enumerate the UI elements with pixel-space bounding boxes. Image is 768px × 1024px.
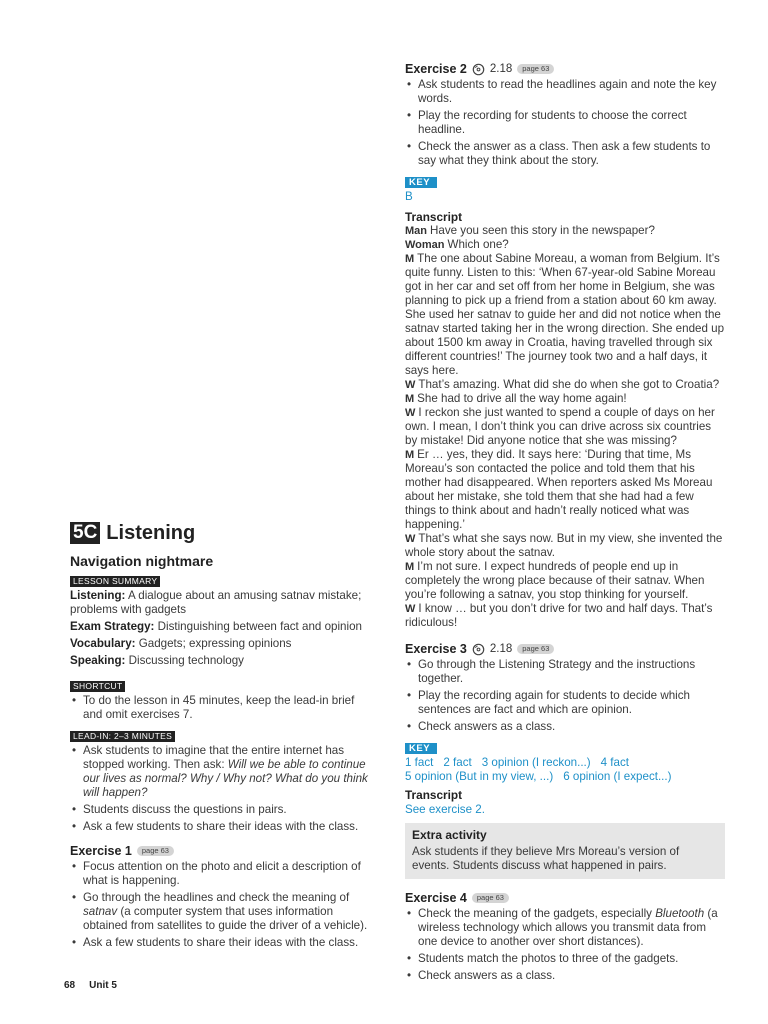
extra-activity-title: Extra activity [412, 828, 487, 842]
audio-cd-icon [472, 63, 485, 76]
page-ref-badge: page 63 [517, 644, 554, 654]
lesson-subtitle: Navigation nightmare [70, 553, 214, 569]
list-item: • Check the meaning of the gadgets, especially Bluetooth (a wireless technology which allows you transmit data from one device to another over short distances). [405, 907, 725, 949]
transcript [405, 224, 725, 630]
exercise-4-title: Exercise 4 [405, 891, 467, 905]
list-item: • Focus attention on the photo and elicit a description of what is happening. [70, 860, 370, 888]
key-label: KEY [405, 177, 437, 188]
transcript-line: M She had to drive all the way home again! [405, 392, 627, 405]
lead-in-steps [70, 744, 370, 834]
transcript-line: Woman Which one? [405, 238, 509, 251]
list-item: • Go through the Listening Strategy and the instructions together. [405, 658, 725, 686]
exercise-4-heading [405, 891, 725, 905]
exercise-1-steps [70, 860, 370, 950]
summary-line: Listening: A dialogue about an amusing satnav mistake; problems with gadgets [70, 589, 362, 616]
lesson-code: 5C [70, 522, 100, 544]
answer-row: 1 fact 2 fact 3 opinion (I reckon...) 4 fact [405, 756, 629, 769]
audio-track: 2.18 [489, 643, 513, 655]
list-item: • Ask students to imagine that the entire internet has stopped working. Then ask: Will we be able to continue our lives as normal? Why / Why not? What do you think will happen? [70, 744, 370, 800]
summary-line: Vocabulary: Gadgets; expressing opinions [70, 637, 292, 650]
list-item: • Students discuss the questions in pairs. [70, 803, 370, 817]
exercise-3-heading [405, 642, 725, 656]
lesson-title: Listening [106, 522, 196, 544]
list-item: • Ask a few students to share their ideas with the class. [70, 936, 370, 950]
transcript-line: M The one about Sabine Moreau, a woman from Belgium. It’s quite funny. Listen to this: ‘When 67-year-old Sabine Moreau got in her car and set off from her home in Belgium, she was planning to pick up a friend from a station about 60 km away. She used her satnav to guide her and did not notice when the satnav started taking her in the wrong direction. She ended up about 1500 km away in Croatia, having travelled through six different countries!’ The journey took two and a half days, it says here. [405, 252, 725, 377]
transcript-line: M Er … yes, they did. It says here: ‘During that time, Ms Moreau’s son contacted the police and told them that his mother had disappeared. When reporters asked Ms Moreau about her mistake, she told them that she had had a few things to think about and hadn’t really noticed what was happening.’ [405, 448, 713, 531]
lesson-heading [70, 522, 370, 544]
speaker: W [405, 379, 416, 391]
list-item: • Check the answer as a class. Then ask a few students to say what they think about the story. [405, 140, 725, 168]
list-item: • Ask students to read the headlines again and note the key words. [405, 78, 725, 106]
page-number: 68 [64, 980, 76, 991]
exercise-2-answer: B [405, 190, 413, 203]
speaker: M [405, 393, 415, 405]
transcript-line: W I know … but you don’t drive for two and half days. That’s ridiculous! [405, 602, 713, 629]
audio-cd-icon [472, 643, 485, 656]
transcript-heading: Transcript [405, 788, 463, 802]
transcript-line: W That’s what she says now. But in my view, she invented the whole story about the satnav. [405, 532, 723, 559]
list-item: • Play the recording for students to choose the correct headline. [405, 109, 725, 137]
page-ref-badge: page 63 [517, 64, 554, 74]
exercise-3-steps [405, 658, 725, 734]
list-item: • Go through the headlines and check the meaning of satnav (a computer system that uses information obtained from satellites to guide the driver of a vehicle). [70, 891, 370, 933]
list-item: • Play the recording again for students to decide which sentences are fact and which are opinion. [405, 689, 725, 717]
page-footer [64, 979, 117, 993]
speaker: W [405, 407, 416, 419]
list-item: • Check answers as a class. [405, 969, 725, 983]
transcript-reference: See exercise 2. [405, 803, 485, 816]
list-item: • Students match the photos to three of the gadgets. [405, 952, 725, 966]
exercise-3-answers [405, 756, 725, 784]
speaker: Woman [405, 239, 445, 251]
lesson-summary [70, 589, 370, 668]
transcript-line: W I reckon she just wanted to spend a couple of days on her own. I mean, I don’t think you can drive across six countries by mistake! Did anyone notice that she was missing? [405, 406, 715, 447]
summary-line: Exam Strategy: Distinguishing between fact and opinion [70, 620, 362, 633]
exercise-4-steps [405, 907, 725, 983]
page-ref-badge: page 63 [472, 893, 509, 903]
exercise-3-title: Exercise 3 [405, 642, 467, 656]
summary-line: Speaking: Discussing technology [70, 654, 244, 667]
audio-track: 2.18 [489, 63, 513, 75]
lesson-summary-tag: LESSON SUMMARY [70, 576, 160, 587]
lead-in-tag: LEAD-IN: 2–3 MINUTES [70, 731, 175, 742]
shortcut-list [70, 694, 370, 722]
transcript-line: W That’s amazing. What did she do when she got to Croatia? [405, 378, 720, 391]
exercise-2-steps [405, 78, 725, 168]
extra-activity-box [405, 823, 725, 879]
transcript-line: Man Have you seen this story in the newspaper? [405, 224, 655, 237]
speaker: M [405, 449, 415, 461]
list-item: • To do the lesson in 45 minutes, keep the lead-in brief and omit exercises 7. [70, 694, 370, 722]
left-column [70, 522, 370, 957]
transcript-heading: Transcript [405, 210, 463, 224]
right-column [405, 62, 725, 990]
key-label: KEY [405, 743, 437, 754]
page-ref-badge: page 63 [137, 846, 174, 856]
speaker: W [405, 603, 416, 615]
transcript-line: M I’m not sure. I expect hundreds of people end up in completely the wrong place because of their satnav. When you’re following a satnav, you stop thinking for yourself. [405, 560, 705, 601]
speaker: W [405, 533, 416, 545]
answer-row: 5 opinion (But in my view, ...) 6 opinion (I expect...) [405, 770, 672, 783]
extra-activity-text: Ask students if they believe Mrs Moreau’s version of events. Students discuss what happened in pairs. [412, 845, 680, 872]
exercise-2-heading [405, 62, 725, 76]
speaker: M [405, 561, 415, 573]
speaker: M [405, 253, 415, 265]
list-item: • Ask a few students to share their ideas with the class. [70, 820, 370, 834]
unit-label: Unit 5 [89, 980, 117, 991]
exercise-1-title: Exercise 1 [70, 844, 132, 858]
list-item: • Check answers as a class. [405, 720, 725, 734]
exercise-1-heading [70, 844, 370, 858]
exercise-2-title: Exercise 2 [405, 62, 467, 76]
shortcut-tag: SHORTCUT [70, 681, 125, 692]
speaker: Man [405, 225, 427, 237]
